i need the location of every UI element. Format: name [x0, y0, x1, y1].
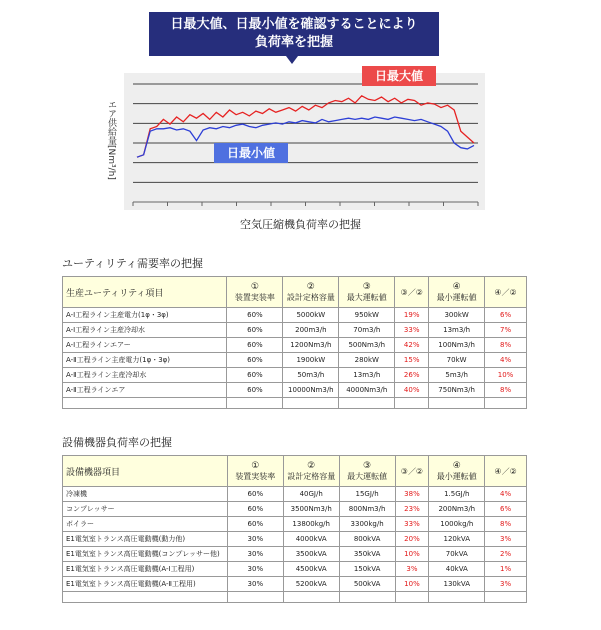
table-cell: 13m3/h — [429, 323, 485, 338]
table-cell: 3300kg/h — [339, 517, 395, 532]
table-cell: 60% — [227, 487, 283, 502]
table-cell: 60% — [227, 338, 283, 353]
table2-header-min: ④ 最小運転値 — [429, 456, 485, 487]
table-row — [63, 338, 527, 353]
table-cell: A-Ⅰ工程ライン主産電力(1φ・3φ) — [63, 308, 227, 323]
table-cell: 冷凍機 — [63, 487, 228, 502]
table-row — [63, 383, 527, 398]
utility-table — [62, 276, 527, 409]
table-blank-row — [63, 398, 527, 409]
table-cell: 950kW — [339, 308, 395, 323]
table-cell: 5000kW — [283, 308, 339, 323]
table-cell: 30% — [227, 532, 283, 547]
table1-header-ratio-min: ④／② — [485, 277, 527, 308]
table-cell: 23% — [395, 502, 429, 517]
table1-header-rated: ② 設計定格容量 — [283, 277, 339, 308]
table-cell: 33% — [395, 323, 429, 338]
table-cell: 30% — [227, 547, 283, 562]
table-cell: 7% — [485, 323, 527, 338]
table-cell: 100Nm3/h — [429, 338, 485, 353]
table-cell: 4000Nm3/h — [339, 383, 395, 398]
table-cell: 8% — [485, 338, 527, 353]
table-cell: 350kVA — [339, 547, 395, 562]
table-cell: 19% — [395, 308, 429, 323]
table-row — [63, 562, 527, 577]
table-cell: 10% — [485, 368, 527, 383]
table-cell: 8% — [485, 517, 527, 532]
table-cell: 800kVA — [339, 532, 395, 547]
table-cell: 1% — [485, 562, 527, 577]
table-cell: 3% — [395, 562, 429, 577]
table-cell: 5200kVA — [283, 577, 339, 592]
table-cell: E1電気室トランス高圧電動機(コンプレッサー他) — [63, 547, 228, 562]
table-row — [63, 517, 527, 532]
table-cell — [283, 592, 339, 603]
table-row — [63, 502, 527, 517]
table-cell: 4000kVA — [283, 532, 339, 547]
table-cell — [63, 592, 228, 603]
table-cell: A-Ⅱ工程ライン主産冷却水 — [63, 368, 227, 383]
table-cell: 3500Nm3/h — [283, 502, 339, 517]
table-blank-row — [63, 592, 527, 603]
table-cell: 70m3/h — [339, 323, 395, 338]
table-cell: E1電気室トランス高圧電動機(A-Ⅰ工程用) — [63, 562, 228, 577]
table-cell: 30% — [227, 562, 283, 577]
table-cell: 70kW — [429, 353, 485, 368]
table-cell: 8% — [485, 383, 527, 398]
table-cell: 2% — [485, 547, 527, 562]
table1-header-item: 生産ユーティリティ項目 — [63, 277, 227, 308]
table-cell: 40% — [395, 383, 429, 398]
table-cell: 500kVA — [339, 577, 395, 592]
table-cell: 4% — [485, 353, 527, 368]
table1-header-min: ④ 最小運転値 — [429, 277, 485, 308]
table-cell: 60% — [227, 353, 283, 368]
table2-title: 設備機器負荷率の把握 — [62, 436, 172, 449]
table-cell: 60% — [227, 517, 283, 532]
table-cell: A-Ⅱ工程ラインエア — [63, 383, 227, 398]
table-cell: 50m3/h — [283, 368, 339, 383]
callout-line-1: 日最大値、日最小値を確認することにより — [170, 17, 418, 32]
table-cell: 300kW — [429, 308, 485, 323]
chart-title: 空気圧縮機負荷率の把握 — [240, 218, 361, 231]
table-row — [63, 323, 527, 338]
table-cell: 3% — [485, 532, 527, 547]
chart-ylabel: エア供給量[Nm³/h] — [106, 100, 116, 180]
table-cell: 42% — [395, 338, 429, 353]
table-cell — [283, 398, 339, 409]
table1-header-mount: ① 装置実装率 — [227, 277, 283, 308]
table-cell: E1電気室トランス高圧電動機(動力他) — [63, 532, 228, 547]
table-cell: 20% — [395, 532, 429, 547]
table-cell — [485, 592, 527, 603]
table-cell: 4500kVA — [283, 562, 339, 577]
table-cell: A-Ⅰ工程ライン主産冷却水 — [63, 323, 227, 338]
table-cell: 280kW — [339, 353, 395, 368]
table-cell: E1電気室トランス高圧電動機(A-Ⅱ工程用) — [63, 577, 228, 592]
table-cell: 33% — [395, 517, 429, 532]
table-cell: 1200Nm3/h — [283, 338, 339, 353]
table-row — [63, 308, 527, 323]
table-cell: 60% — [227, 502, 283, 517]
table-cell: 10000Nm3/h — [283, 383, 339, 398]
table-cell: 15GJ/h — [339, 487, 395, 502]
table-cell: 15% — [395, 353, 429, 368]
table-cell: 40GJ/h — [283, 487, 339, 502]
table-cell — [227, 592, 283, 603]
table-cell: 6% — [485, 308, 527, 323]
table-cell: 120kVA — [429, 532, 485, 547]
table-row — [63, 532, 527, 547]
table-row — [63, 368, 527, 383]
table-cell: 750Nm3/h — [429, 383, 485, 398]
table-cell — [429, 592, 485, 603]
table2-header-item: 設備機器項目 — [63, 456, 228, 487]
table-cell: ボイラー — [63, 517, 228, 532]
table2-header-rated: ② 設計定格容量 — [283, 456, 339, 487]
table-cell: 3500kVA — [283, 547, 339, 562]
table-cell: 5m3/h — [429, 368, 485, 383]
table-cell: 70kVA — [429, 547, 485, 562]
equipment-table — [62, 455, 527, 603]
table-cell: 130kVA — [429, 577, 485, 592]
table-cell — [339, 592, 395, 603]
table1-title: ユーティリティ需要率の把握 — [62, 257, 204, 270]
table-cell: 1000kg/h — [429, 517, 485, 532]
min-series-label: 日最小値 — [214, 143, 288, 163]
table-cell: 26% — [395, 368, 429, 383]
table-cell: 60% — [227, 368, 283, 383]
table-cell: 4% — [485, 487, 527, 502]
table-cell: 10% — [395, 577, 429, 592]
table-cell — [339, 398, 395, 409]
table1-header-row — [63, 277, 527, 308]
table-cell: 6% — [485, 502, 527, 517]
table1-header-ratio-max: ③／② — [395, 277, 429, 308]
table-row — [63, 353, 527, 368]
table-cell: 40kVA — [429, 562, 485, 577]
table-cell: 30% — [227, 577, 283, 592]
table2-header-ratio-min: ④／② — [485, 456, 527, 487]
table-cell: A-Ⅱ工程ライン主産電力(1φ・3φ) — [63, 353, 227, 368]
table2-header-ratio-max: ③／② — [395, 456, 429, 487]
table-cell: コンプレッサー — [63, 502, 228, 517]
table-cell — [395, 398, 429, 409]
table-cell: 1.5GJ/h — [429, 487, 485, 502]
max-series-line — [137, 96, 474, 157]
table-cell: 1900kW — [283, 353, 339, 368]
callout-line-2: 負荷率を把握 — [254, 35, 333, 50]
table-row — [63, 577, 527, 592]
max-series-label: 日最大値 — [362, 66, 436, 86]
table-cell: 60% — [227, 383, 283, 398]
table2-header-row — [63, 456, 527, 487]
table-cell — [485, 398, 527, 409]
table-cell — [429, 398, 485, 409]
table-cell: 38% — [395, 487, 429, 502]
table-row — [63, 547, 527, 562]
table1-header-max: ③ 最大運転値 — [339, 277, 395, 308]
table-cell — [395, 592, 429, 603]
table-cell — [227, 398, 283, 409]
table-cell: 150kVA — [339, 562, 395, 577]
table-cell: 13800kg/h — [283, 517, 339, 532]
table-cell: 200m3/h — [283, 323, 339, 338]
table-cell: 60% — [227, 323, 283, 338]
table-cell: 60% — [227, 308, 283, 323]
table-cell: 13m3/h — [339, 368, 395, 383]
table-cell — [63, 398, 227, 409]
table-cell: A-Ⅰ工程ラインエアー — [63, 338, 227, 353]
table2-header-max: ③ 最大運転値 — [339, 456, 395, 487]
table-cell: 500Nm3/h — [339, 338, 395, 353]
table-row — [63, 487, 527, 502]
table-cell: 3% — [485, 577, 527, 592]
table-cell: 10% — [395, 547, 429, 562]
table2-header-mount: ① 装置実装率 — [227, 456, 283, 487]
table-cell: 200Nm3/h — [429, 502, 485, 517]
table-cell: 800Nm3/h — [339, 502, 395, 517]
